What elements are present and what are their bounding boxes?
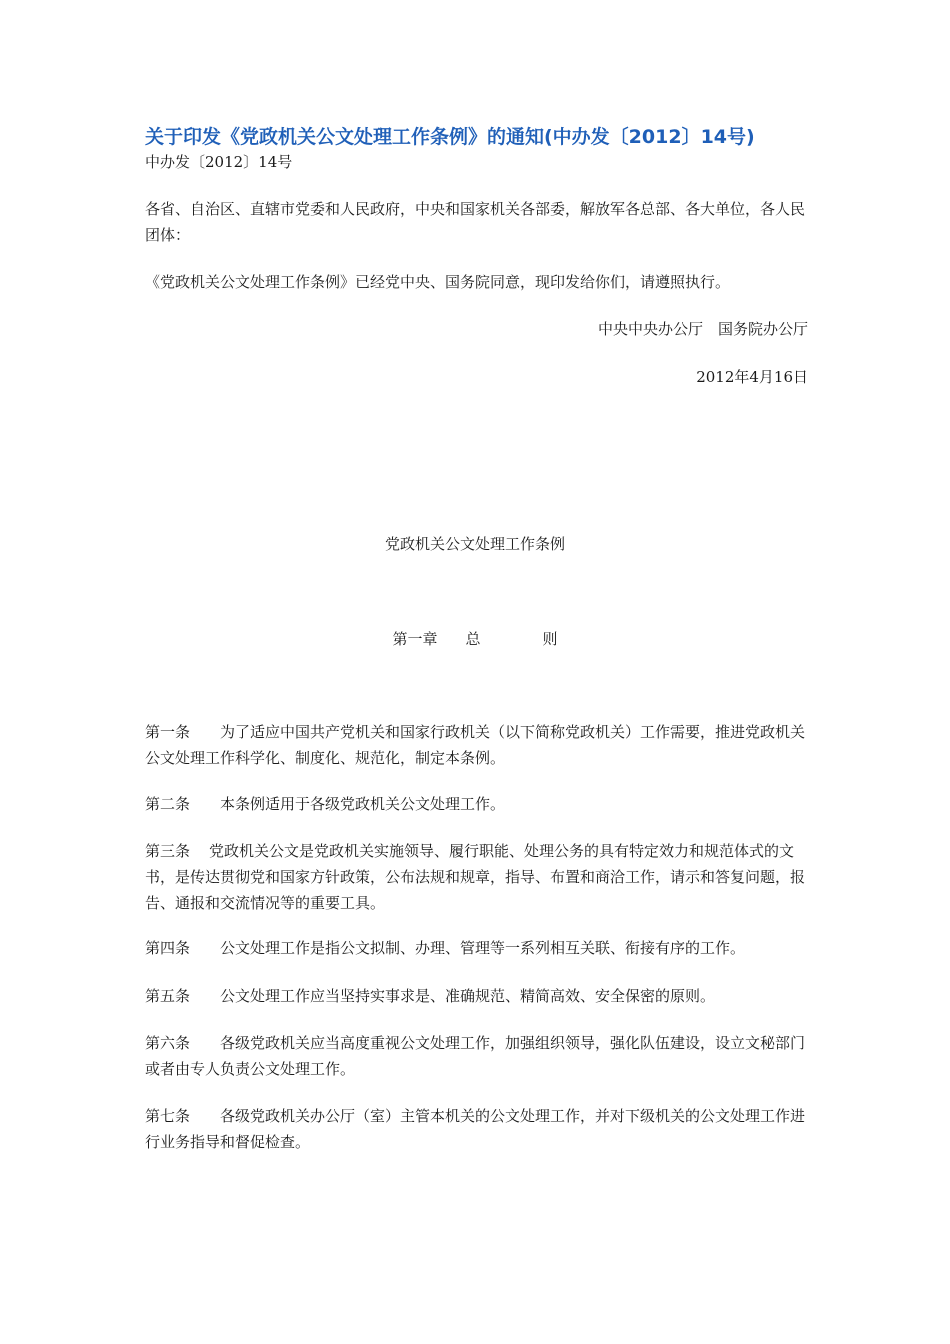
issue-date: 2012年4月16日 [696, 368, 808, 386]
article-label: 第四条 [145, 939, 191, 957]
chapter-name-part1: 总 [465, 630, 481, 648]
article-3 [145, 838, 808, 916]
recipients-paragraph: 各省、自治区、直辖市党委和人民政府，中央和国家机关各部委，解放军各总部、各大单位，各人民团体： [145, 200, 806, 244]
article-text: 各级党政机关应当高度重视公文处理工作，加强组织领导，强化队伍建设，设立文秘部门或者由专人负责公文处理工作。 [145, 1034, 806, 1078]
article-7 [145, 1103, 808, 1155]
article-text: 公文处理工作应当坚持实事求是、准确规范、精简高效、安全保密的原则。 [220, 987, 716, 1005]
article-label: 第二条 [145, 795, 191, 813]
issuing-offices: 中央中央办公厅 国务院办公厅 [597, 320, 808, 338]
article-text: 本条例适用于各级党政机关公文处理工作。 [220, 795, 506, 813]
chapter-name-part2: 则 [542, 630, 558, 648]
article-text: 公文处理工作是指公文拟制、办理、管理等一系列相互关联、衔接有序的工作。 [220, 939, 746, 957]
article-text: 各级党政机关办公厅（室）主管本机关的公文处理工作，并对下级机关的公文处理工作进行业务指导和督促检查。 [145, 1107, 806, 1151]
article-label: 第五条 [145, 987, 191, 1005]
article-text: 为了适应中国共产党机关和国家行政机关（以下简称党政机关）工作需要，推进党政机关公文处理工作科学化、制度化、规范化，制定本条例。 [145, 723, 806, 767]
article-2 [145, 791, 808, 817]
chapter-heading [0, 628, 950, 649]
article-label: 第六条 [145, 1034, 191, 1052]
document-number: 中办发〔2012〕14号 [145, 153, 293, 171]
article-6 [145, 1030, 808, 1082]
regulation-title: 党政机关公文处理工作条例 [384, 535, 565, 553]
article-label: 第一条 [145, 723, 191, 741]
article-text: 党政机关公文是党政机关实施领导、履行职能、处理公务的具有特定效力和规范体式的文书，是传达贯彻党和国家方针政策，公布法规和规章，指导、布置和商洽工作，请示和答复问题，报告、通报和交流情况等的重要工具。 [145, 842, 806, 912]
article-1 [145, 719, 808, 771]
notice-title: 关于印发《党政机关公文处理工作条例》的通知(中办发〔2012〕14号) [145, 126, 755, 148]
notice-body: 《党政机关公文处理工作条例》已经党中央、国务院同意，现印发给你们，请遵照执行。 [145, 273, 731, 291]
article-4 [145, 935, 808, 961]
chapter-number: 第一章 [392, 630, 438, 648]
article-5 [145, 983, 808, 1009]
article-label: 第七条 [145, 1107, 191, 1125]
article-label: 第三条 [145, 842, 191, 860]
